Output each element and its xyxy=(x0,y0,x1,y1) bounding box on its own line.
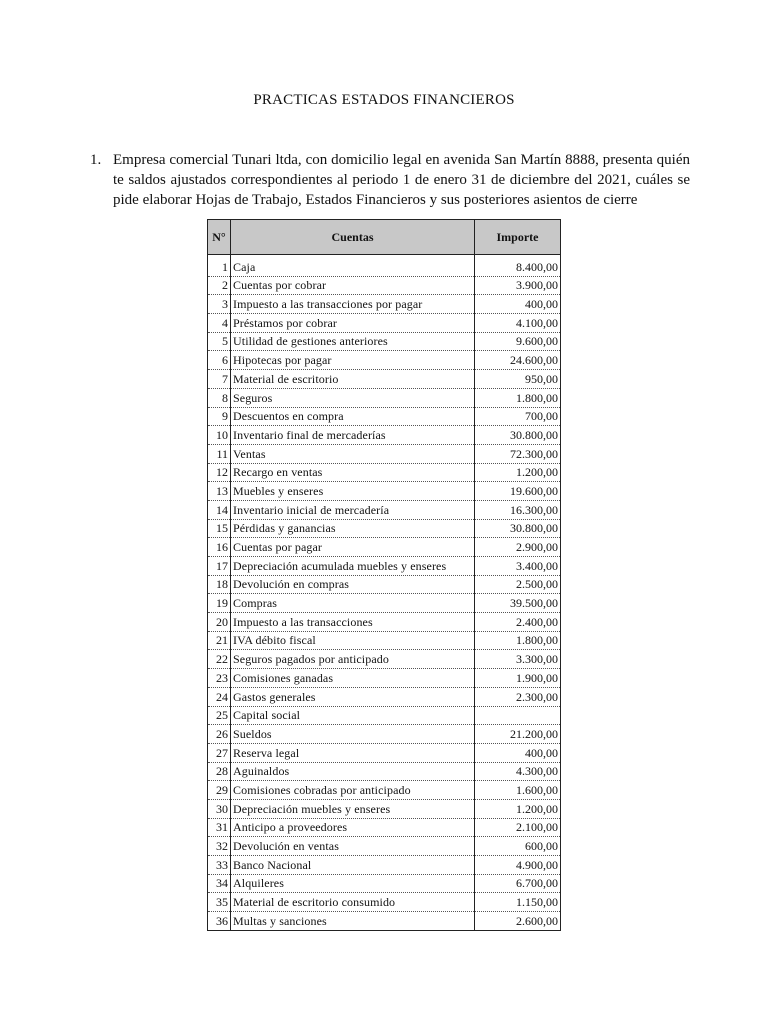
table-row xyxy=(208,874,561,893)
document-title: PRACTICAS ESTADOS FINANCIEROS xyxy=(253,92,515,108)
account-name: Seguros pagados por anticipado xyxy=(231,650,475,669)
table-row xyxy=(208,388,561,407)
table-row xyxy=(208,631,561,650)
table-row xyxy=(208,594,561,613)
row-number: 11 xyxy=(208,444,231,463)
account-name: Inventario final de mercaderías xyxy=(231,426,475,445)
account-amount: 3.300,00 xyxy=(475,650,561,669)
account-name: Material de escritorio consumido xyxy=(231,893,475,912)
account-amount: 30.800,00 xyxy=(475,426,561,445)
account-name: Muebles y enseres xyxy=(231,482,475,501)
account-name: Caja xyxy=(231,258,475,276)
table-row xyxy=(208,799,561,818)
table-row xyxy=(208,912,561,931)
account-amount: 2.900,00 xyxy=(475,538,561,557)
account-amount: 39.500,00 xyxy=(475,594,561,613)
account-amount: 1.600,00 xyxy=(475,781,561,800)
account-amount: 1.200,00 xyxy=(475,463,561,482)
table-row xyxy=(208,725,561,744)
header-amount: Importe xyxy=(475,220,561,255)
row-number: 10 xyxy=(208,426,231,445)
table-row xyxy=(208,500,561,519)
account-name: Sueldos xyxy=(231,725,475,744)
table-header-row xyxy=(208,220,561,255)
row-number: 2 xyxy=(208,276,231,295)
account-name: Depreciación acumulada muebles y enseres xyxy=(231,557,475,576)
row-number: 20 xyxy=(208,613,231,632)
accounts-table-container xyxy=(207,219,560,931)
account-amount: 4.300,00 xyxy=(475,762,561,781)
account-name: Recargo en ventas xyxy=(231,463,475,482)
row-number: 28 xyxy=(208,762,231,781)
account-name: Cuentas por cobrar xyxy=(231,276,475,295)
row-number: 12 xyxy=(208,463,231,482)
table-row xyxy=(208,706,561,725)
account-name: Alquileres xyxy=(231,874,475,893)
account-name: Material de escritorio xyxy=(231,370,475,389)
exercise-paragraph xyxy=(90,150,690,210)
row-number: 16 xyxy=(208,538,231,557)
account-name: Reserva legal xyxy=(231,743,475,762)
row-number: 27 xyxy=(208,743,231,762)
row-number: 14 xyxy=(208,500,231,519)
table-row xyxy=(208,687,561,706)
account-name: Impuesto a las transacciones xyxy=(231,613,475,632)
account-name: Anticipo a proveedores xyxy=(231,818,475,837)
header-account: Cuentas xyxy=(231,220,475,255)
row-number: 17 xyxy=(208,557,231,576)
account-amount: 1.800,00 xyxy=(475,388,561,407)
table-row xyxy=(208,575,561,594)
table-row xyxy=(208,837,561,856)
account-name: Descuentos en compra xyxy=(231,407,475,426)
account-amount: 1.200,00 xyxy=(475,799,561,818)
table-row xyxy=(208,669,561,688)
account-name: Cuentas por pagar xyxy=(231,538,475,557)
table-row xyxy=(208,276,561,295)
account-amount: 4.100,00 xyxy=(475,314,561,333)
account-amount: 2.100,00 xyxy=(475,818,561,837)
account-name: Utilidad de gestiones anteriores xyxy=(231,332,475,351)
table-row xyxy=(208,893,561,912)
table-row xyxy=(208,314,561,333)
account-amount: 950,00 xyxy=(475,370,561,389)
account-amount: 700,00 xyxy=(475,407,561,426)
account-amount: 2.400,00 xyxy=(475,613,561,632)
row-number: 13 xyxy=(208,482,231,501)
account-name: Capital social xyxy=(231,706,475,725)
account-amount: 1.150,00 xyxy=(475,893,561,912)
account-name: Ventas xyxy=(231,444,475,463)
table-body xyxy=(208,258,561,930)
account-amount: 16.300,00 xyxy=(475,500,561,519)
table-row xyxy=(208,519,561,538)
row-number: 31 xyxy=(208,818,231,837)
row-number: 32 xyxy=(208,837,231,856)
account-name: Banco Nacional xyxy=(231,856,475,875)
table-row xyxy=(208,332,561,351)
row-number: 30 xyxy=(208,799,231,818)
row-number: 33 xyxy=(208,856,231,875)
row-number: 22 xyxy=(208,650,231,669)
row-number: 15 xyxy=(208,519,231,538)
row-number: 7 xyxy=(208,370,231,389)
table-row xyxy=(208,856,561,875)
table-row xyxy=(208,781,561,800)
table-row xyxy=(208,762,561,781)
row-number: 3 xyxy=(208,295,231,314)
account-name: Devolución en compras xyxy=(231,575,475,594)
table-row xyxy=(208,818,561,837)
row-number: 5 xyxy=(208,332,231,351)
account-amount: 30.800,00 xyxy=(475,519,561,538)
row-number: 9 xyxy=(208,407,231,426)
account-amount: 400,00 xyxy=(475,743,561,762)
row-number: 35 xyxy=(208,893,231,912)
account-name: Compras xyxy=(231,594,475,613)
row-number: 21 xyxy=(208,631,231,650)
account-amount: 1.900,00 xyxy=(475,669,561,688)
accounts-table xyxy=(207,219,561,931)
account-name: Pérdidas y ganancias xyxy=(231,519,475,538)
row-number: 36 xyxy=(208,912,231,931)
account-name: Multas y sanciones xyxy=(231,912,475,931)
row-number: 6 xyxy=(208,351,231,370)
account-amount: 6.700,00 xyxy=(475,874,561,893)
row-number: 18 xyxy=(208,575,231,594)
table-row xyxy=(208,743,561,762)
row-number: 25 xyxy=(208,706,231,725)
table-row xyxy=(208,295,561,314)
table-row xyxy=(208,426,561,445)
row-number: 4 xyxy=(208,314,231,333)
account-name: Comisiones ganadas xyxy=(231,669,475,688)
account-name: Inventario inicial de mercadería xyxy=(231,500,475,519)
row-number: 1 xyxy=(208,258,231,276)
table-row xyxy=(208,482,561,501)
row-number: 19 xyxy=(208,594,231,613)
account-amount: 72.300,00 xyxy=(475,444,561,463)
account-amount: 4.900,00 xyxy=(475,856,561,875)
account-amount: 24.600,00 xyxy=(475,351,561,370)
row-number: 8 xyxy=(208,388,231,407)
account-name: Hipotecas por pagar xyxy=(231,351,475,370)
account-name: Aguinaldos xyxy=(231,762,475,781)
account-amount: 3.900,00 xyxy=(475,276,561,295)
table-row xyxy=(208,407,561,426)
table-row xyxy=(208,538,561,557)
table-row xyxy=(208,444,561,463)
account-name: Devolución en ventas xyxy=(231,837,475,856)
account-amount: 1.800,00 xyxy=(475,631,561,650)
account-amount xyxy=(475,706,561,725)
table-row xyxy=(208,650,561,669)
row-number: 23 xyxy=(208,669,231,688)
account-amount: 400,00 xyxy=(475,295,561,314)
row-number: 26 xyxy=(208,725,231,744)
account-amount: 600,00 xyxy=(475,837,561,856)
account-name: Impuesto a las transacciones por pagar xyxy=(231,295,475,314)
table-row xyxy=(208,370,561,389)
account-name: Depreciación muebles y enseres xyxy=(231,799,475,818)
account-amount: 2.600,00 xyxy=(475,912,561,931)
row-number: 34 xyxy=(208,874,231,893)
table-row xyxy=(208,351,561,370)
row-number: 24 xyxy=(208,687,231,706)
account-amount: 8.400,00 xyxy=(475,258,561,276)
table-row xyxy=(208,557,561,576)
account-amount: 3.400,00 xyxy=(475,557,561,576)
account-name: Seguros xyxy=(231,388,475,407)
row-number: 29 xyxy=(208,781,231,800)
account-name: IVA débito fiscal xyxy=(231,631,475,650)
exercise-number: 1. xyxy=(90,152,102,168)
table-row xyxy=(208,258,561,276)
exercise-text: Empresa comercial Tunari ltda, con domicilio legal en avenida San Martín 8888, presenta quién te saldos ajustados correspondientes al periodo 1 de enero 31 de diciembre del 2021, cuáles se pide elaborar Hojas de Trabajo, Estados Financieros y sus posteriores asientos de cierre xyxy=(113,152,690,208)
account-name: Gastos generales xyxy=(231,687,475,706)
account-amount: 2.300,00 xyxy=(475,687,561,706)
account-amount: 9.600,00 xyxy=(475,332,561,351)
header-number: N° xyxy=(208,220,231,255)
account-amount: 19.600,00 xyxy=(475,482,561,501)
account-name: Préstamos por cobrar xyxy=(231,314,475,333)
account-amount: 21.200,00 xyxy=(475,725,561,744)
account-name: Comisiones cobradas por anticipado xyxy=(231,781,475,800)
table-row xyxy=(208,613,561,632)
account-amount: 2.500,00 xyxy=(475,575,561,594)
table-row xyxy=(208,463,561,482)
